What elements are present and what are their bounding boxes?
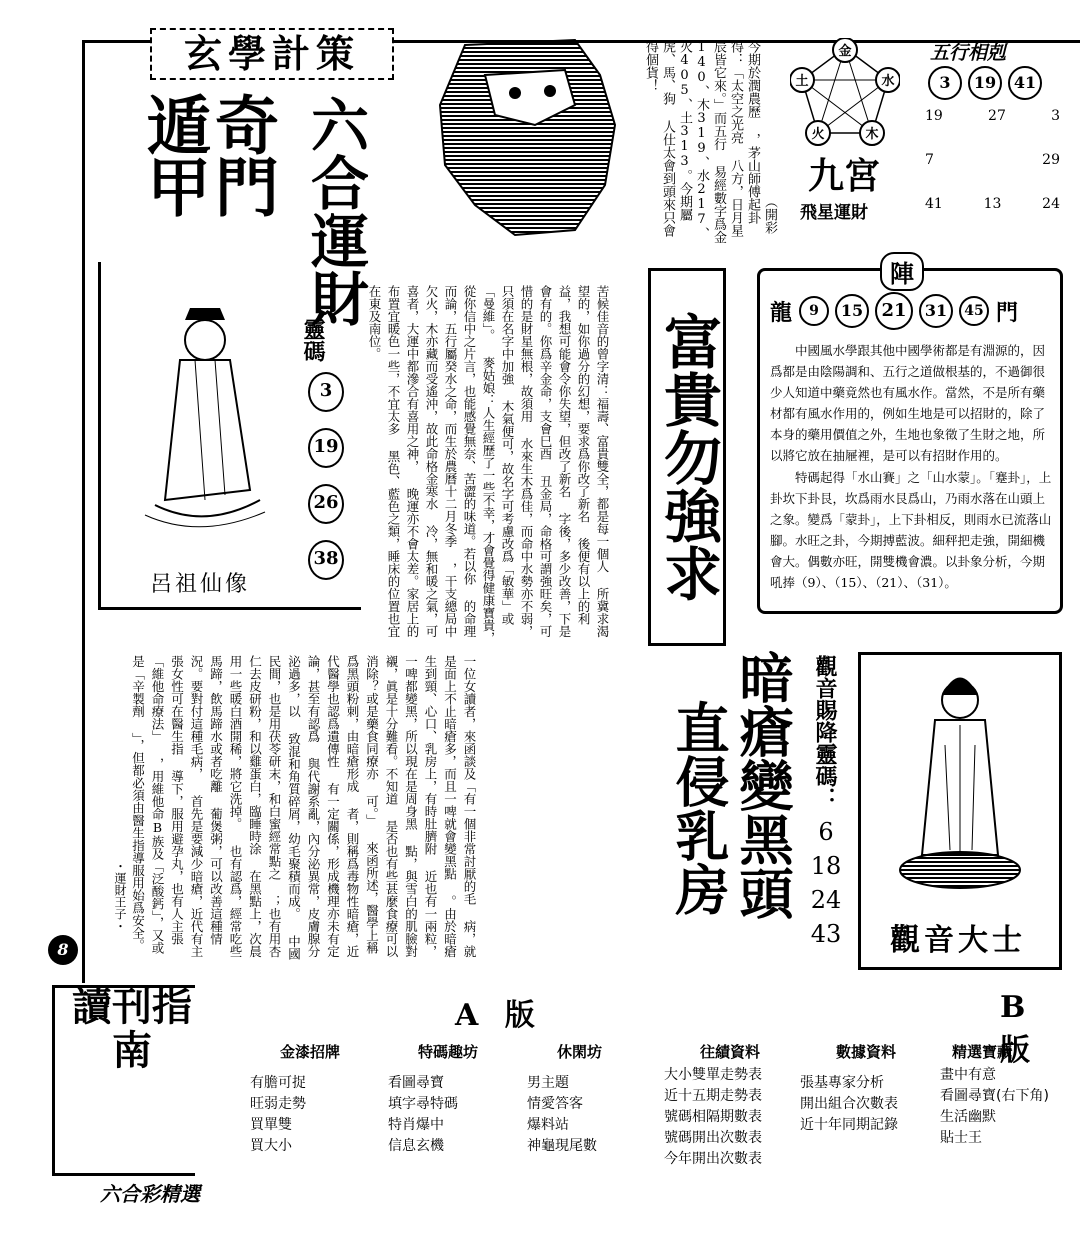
five-element-star (790, 38, 900, 148)
article1-line: 水來生木爲佳，而命中水勢亦不弱，只須在名字中加強 (500, 285, 534, 638)
intro-line: 火405、土313。今期屬虎、馬、狗 (660, 40, 692, 221)
intro-text (642, 40, 761, 245)
article2-line: 者，則稱爲毒物性暗瘡，近代醫學也認爲遺傳性 (325, 655, 360, 958)
guanyin-number: 24 (810, 886, 842, 914)
guanyin-number: 18 (810, 852, 842, 880)
hex-number: 21 (875, 292, 913, 330)
grid-cell: 3 (1051, 108, 1060, 124)
column-item: 有膽可捉 (250, 1075, 306, 1091)
column-item: 爆料站 (527, 1117, 569, 1133)
article2-headline2: 直侵乳房 (667, 700, 730, 916)
column-item: 貼士王 (940, 1130, 982, 1146)
gate-label: 門 (996, 299, 1019, 326)
article1-line: 麥姑娘：人生經歷了一些不幸，才會覺得健康寶貴， (481, 356, 496, 644)
intro-line: ，茅山師傅起卦得：「太空之光亮 (728, 40, 760, 224)
column-item: 信息玄機 (388, 1138, 444, 1154)
hexagram-numbers (770, 292, 1018, 330)
article1-line: 木氣便可，故名字可考慮改爲「敏華」或「曼維」。 (481, 285, 515, 625)
article1-line: 的命理而論，五行屬癸水之命，而生於農曆十二月冬季 (443, 285, 477, 638)
intro-line: 易經數字爲金140、木319、水217、 (694, 40, 726, 244)
grid-cell: 27 (988, 108, 1006, 124)
guanyin-figure (880, 665, 1040, 900)
immortal-number: 38 (308, 540, 344, 580)
guanyin-number: 6 (818, 818, 834, 846)
immortal-caption: 呂祖仙像 (150, 572, 251, 597)
article2-line: 來函所述，醫學上稱爲黑頭粉刺，由暗瘡形成 (345, 655, 380, 954)
banner-title: 玄學計策 (150, 28, 394, 80)
article2-line: 可。」 (364, 795, 380, 827)
article1-line: 苦候佳音的曾字清：福壽、富貴雙全，都是每一個人 (595, 285, 610, 573)
guide-subtitle: 六合彩精選 (100, 1182, 200, 1206)
column-item: 開出組合次數表 (800, 1096, 898, 1112)
column-item: 大小雙單走勢表 (664, 1067, 762, 1083)
wuxing-circled (925, 66, 1045, 100)
article2-line: 是否也有些甚麼食療可以消除？或是藥食同療亦 (364, 655, 399, 958)
article2-line: 中國民間，也是用茯苓研末，和白蜜經常點之 (267, 655, 302, 960)
column-head: 特碼趣坊 (418, 1043, 479, 1061)
grid-cell: 41 (925, 196, 943, 212)
circled-number: 3 (928, 66, 962, 100)
article2-line: 病，就是面上不止暗瘡多，而且一啤就會變黑點 (442, 655, 477, 958)
article1-line: 所冀求渴望的，如你過分的幻想，要求爲你改了新名 (576, 285, 610, 638)
article2-line: 點，與雪白的肌臉對襯，眞是十分難看。不知道 (384, 655, 419, 958)
hexagram-para1: 中國風水學跟其他中國學術都是有淵源的，因爲都是由陰陽調和、五行之道做根基的，不過御很少人知道中藥竟然也有風水作。當然，不是所有藥材都有風水作用的，例如生地是可以招財的，除了本身的藥用價值之外，生地也象徵了生財之地，所以將它放在抽屜裡，是可以有招財作用的。 (770, 343, 1046, 463)
article1-line: ，干支總局中欠火，木亦藏而受遙沖，故此命格金寒水 (424, 285, 458, 638)
immortal-figure (125, 300, 275, 540)
column-item: 情愛答客 (527, 1096, 583, 1112)
article1-line: 從你信中之片言，也能感覺無奈、苦澀的味道。若以你 (462, 285, 477, 585)
nine-palace-subtitle: 飛星運財 (800, 203, 868, 223)
guanyin-caption: 觀音大士 (890, 923, 1026, 958)
immortal-label: 靈碼 (300, 318, 326, 362)
circled-number: 19 (968, 66, 1002, 100)
article2-line: 近也有一兩粒，一啤都變黑，所以現在是周身黑 (403, 655, 438, 958)
guide-title: 讀刊指南 (72, 984, 192, 1074)
hex-number: 45 (959, 296, 989, 326)
dragon-label: 龍 (770, 299, 793, 326)
guide-column (527, 1042, 602, 1157)
column-item: 近十五期走勢表 (664, 1088, 762, 1104)
column-head: 精選寶藏 (952, 1043, 1013, 1061)
article2-line: 葡煲粥，可以改善這種情況。要對付這種毛病， (189, 655, 224, 945)
intro-line: 人仕太會到頭來只會得個貨！ (643, 40, 675, 237)
column-head: 數據資料 (836, 1043, 897, 1061)
column-item: 生活幽默 (940, 1109, 996, 1125)
article2-line: ；也有用杏仁去皮研粉，和以雞蛋白，臨睡時涂 (247, 655, 282, 958)
column-item: 畫中有意 (940, 1067, 996, 1083)
page-number: 8 (48, 935, 78, 965)
article2-headline1: 暗瘡變黑頭 (731, 650, 794, 920)
article2-line: 導下，服用避孕丸，也有人主張「維他命療法」 (150, 655, 185, 945)
immortal-number: 26 (308, 484, 344, 524)
immortal-number: 3 (308, 372, 344, 412)
column-item: 男主題 (527, 1075, 569, 1091)
column-item: 號碼開出次數表 (664, 1130, 762, 1146)
column-item: 近十年同期記錄 (800, 1117, 898, 1133)
version-a: A 版 (455, 998, 543, 1033)
article1-line: 黑色、藍色之類，睡床的位置也宜在東及南位。 (367, 285, 401, 638)
intro-tail: （開彩 (762, 195, 777, 234)
article2-line: 首先是要減少暗瘡，近代有主張女性可在醫生指 (169, 655, 204, 958)
column-item: 今年開出次數表 (664, 1151, 762, 1167)
column-item: 買大小 (250, 1138, 292, 1154)
version-b: B 版 (1000, 990, 1038, 1068)
wuxing-grid (925, 108, 1060, 240)
guide-column (800, 1042, 898, 1136)
intro-line: 八方，日月星辰皆它來。」而五行 (711, 40, 743, 237)
hex-number: 9 (799, 296, 829, 326)
column-item: 張基專家分析 (800, 1075, 884, 1091)
intro-line: 今期於潤農歷 (745, 40, 760, 118)
hex-number: 31 (919, 294, 953, 328)
grid-cell: 24 (1042, 196, 1060, 212)
guide-column (388, 1042, 478, 1157)
article2-line: 。由於暗瘡生到頸、心口、乳房上，有時肚臍附 (423, 655, 458, 958)
main-title: 六合運財 (301, 95, 369, 327)
article1-line: 丑金局，命格可謂強旺矣，可惜的是財星無根，故須用 (519, 285, 553, 638)
title-qimen: 奇門 (204, 92, 278, 216)
article1-body (365, 285, 612, 645)
wuxing-title: 五行相剋 (930, 42, 1007, 64)
column-item: 買單雙 (250, 1117, 292, 1133)
article2-line: 在黑點上，次晨用一些暖白酒開稀，將它洗掉。 (228, 655, 263, 958)
grid-cell: 7 (925, 152, 934, 168)
circled-number: 41 (1008, 66, 1042, 100)
grid-cell: 29 (1042, 152, 1060, 168)
article2-signature: ・運財王子・ (113, 860, 127, 932)
guide-column (250, 1042, 340, 1157)
article2-line: 致混和角質碎屑，幼毛聚積而成。 (286, 732, 302, 920)
guide-column (664, 1042, 762, 1170)
element-label: 水 (881, 74, 895, 89)
tiger-illustration (425, 35, 625, 240)
article2-line: 有一定關係，形成機理亦未有定論，甚至有認爲 (306, 655, 341, 958)
article2-line: 一位女讀者，來函談及「有一個非常討厭的毛 (462, 655, 477, 905)
guanyin-numbers (808, 815, 844, 951)
grid-cell: 19 (925, 108, 943, 124)
grid-cell: 13 (983, 196, 1002, 212)
hex-number: 15 (835, 294, 869, 328)
article1-headline: 富貴勿強求 (648, 268, 726, 646)
column-item: 號碼相隔期數表 (664, 1109, 762, 1125)
column-item: 看圖尋寶 (388, 1075, 444, 1091)
article2-line: 與代謝系亂，內分泌異常，皮膚腺分泌過多，以 (286, 655, 321, 958)
column-item: 填字尋特碼 (388, 1096, 458, 1112)
article2-body (128, 655, 479, 965)
immortal-number: 19 (308, 428, 344, 468)
element-label: 火 (811, 127, 825, 142)
column-head: 金漆招牌 (280, 1043, 341, 1061)
title-dunjia: 遁甲 (136, 92, 210, 216)
guanyin-header: 觀音賜降靈碼： (812, 655, 838, 809)
article2-line: ，用維他命B族及「泛酸鈣」，又或是「辛製劑 (130, 655, 165, 954)
article1-line: 晚運亦不會太差。家居上的布置宜暖色一些，不宜太多 (386, 285, 420, 638)
guide-column (940, 1042, 1049, 1149)
element-label: 金 (838, 44, 852, 59)
article1-line: 後便有以上的利益，我想可能會令你失望，但改了新名 (557, 285, 591, 625)
element-label: 土 (795, 74, 809, 89)
column-head: 往績資料 (700, 1043, 761, 1061)
article2-line: 」，但都必須由醫生指導服用始爲安全。 (130, 732, 146, 952)
hexagram-banner: 陣 (880, 252, 924, 291)
article1-line: 冷，無和暖之氣，可喜者，大運中都滲合有喜用之神， (405, 285, 439, 638)
nine-palace-title: 九宮 (808, 156, 881, 197)
column-item: 看圖尋寶(右下角) (940, 1088, 1049, 1104)
column-item: 神龜現尾數 (527, 1138, 597, 1154)
column-head: 休閑坊 (557, 1043, 603, 1061)
article2-line: 也有認爲，經常吃些馬蹄，飲馬蹄水或者吃離 (208, 655, 243, 958)
column-item: 特肖爆中 (388, 1117, 444, 1133)
hexagram-para2: 特碼起得「水山賽」之「山水蒙」。「蹇卦」，上卦坎下卦艮，坎爲雨水艮爲山，乃雨水落在山頭上之象。變爲「蒙卦」，上下卦相反，則雨水已流落山腳。水旺之卦，今期搏藍波。細秤把走強，開細機會大。偶數亦旺，開雙機會濃。以卦象分析，今期吼捧（9）、（15）、（21）、（31）。 (770, 470, 1052, 590)
guanyin-number: 43 (810, 920, 842, 948)
element-label: 木 (865, 127, 879, 142)
column-item: 旺弱走勢 (250, 1096, 306, 1112)
immortal-numbers (308, 372, 348, 596)
article1-line: 字後，多少改善，下是會有的。你爲辛金命，支會巳酉 (538, 285, 572, 638)
